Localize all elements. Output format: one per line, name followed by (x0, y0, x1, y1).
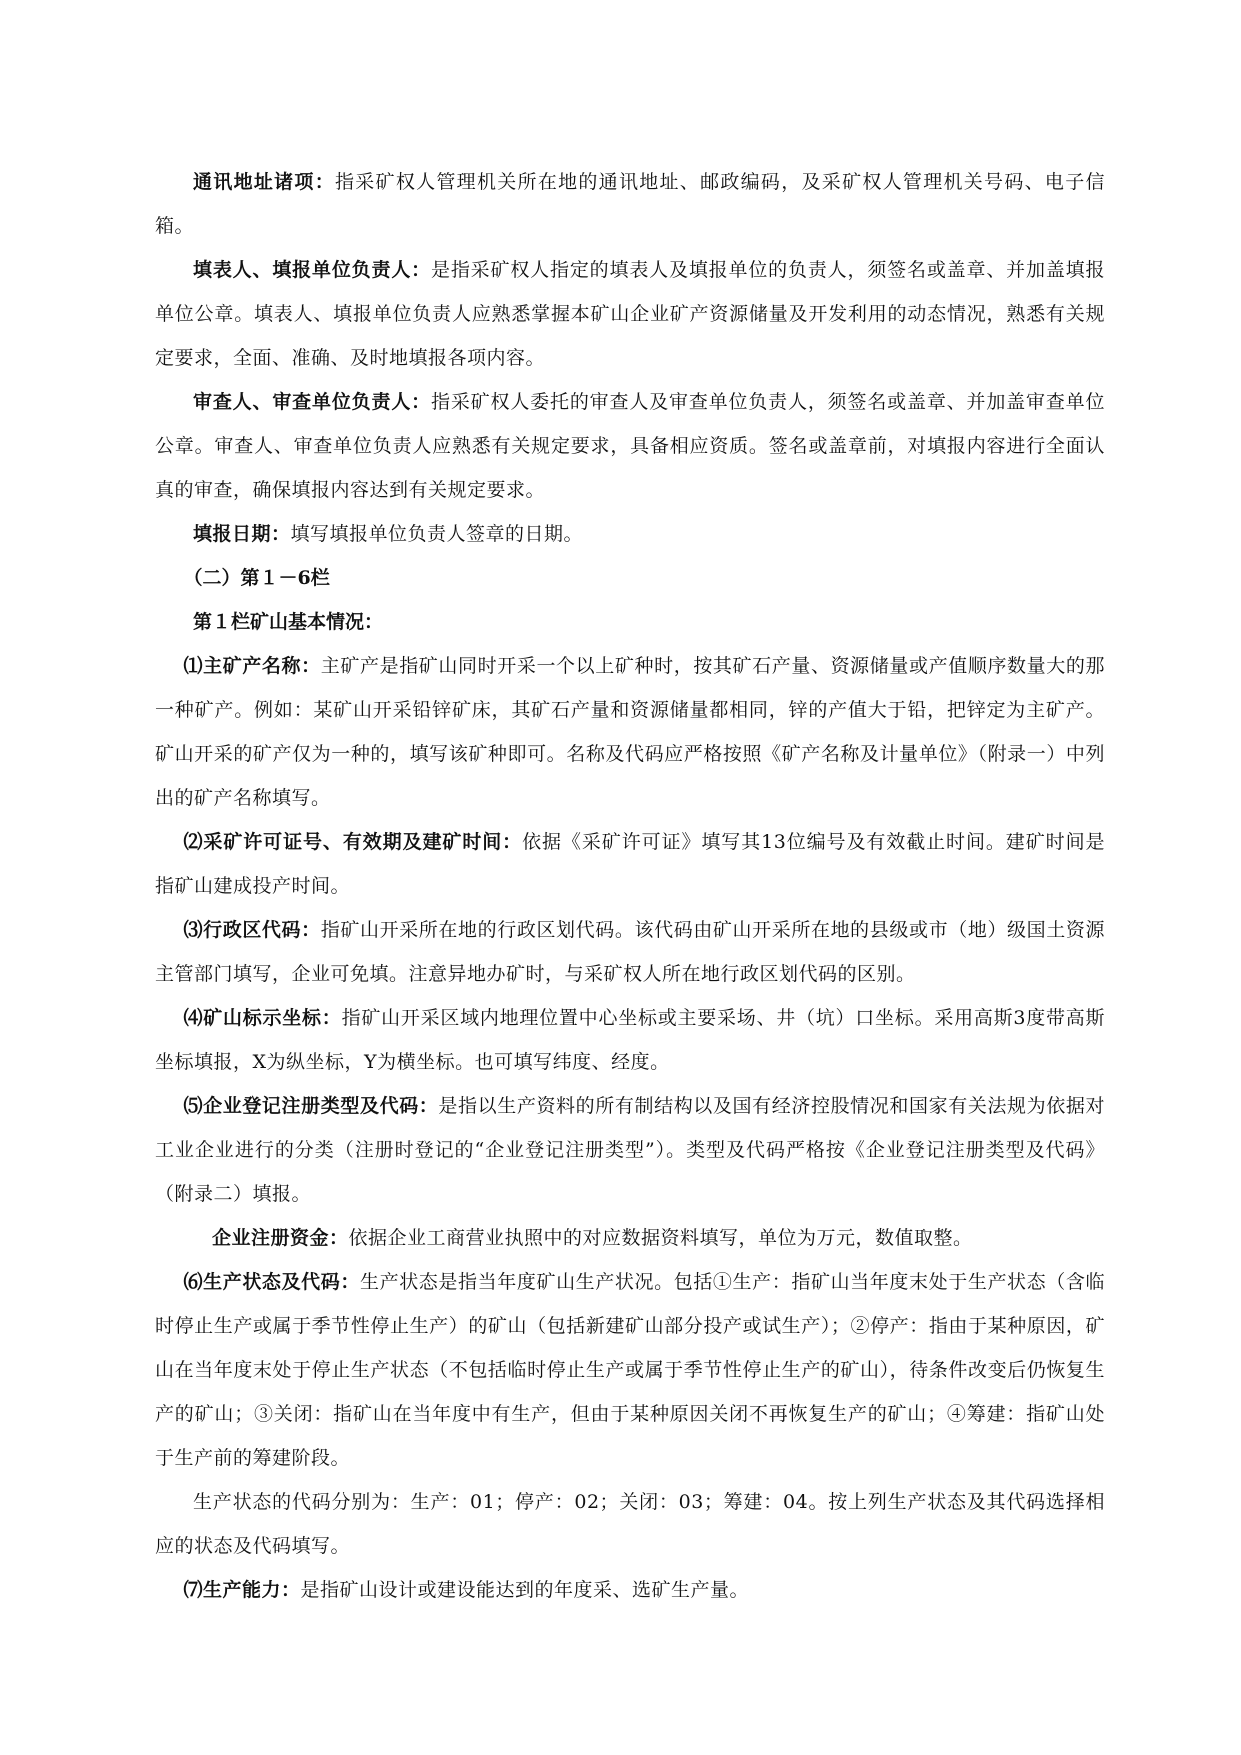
item-production-capacity (155, 1568, 1105, 1612)
item-text: 主矿产是指矿山同时开采一个以上矿种时，按其矿石产量、资源储量或产值顺序数量大的那一种矿产。例如：某矿山开采铅锌矿床，其矿石产量和资源储量都相同，锌的产值大于铅，把锌定为主矿产。矿山开采的矿产仅为一种的，填写该矿种即可。名称及代码应严格按照《矿产名称及计量单位》（附录一）中列出的矿产名称填写。 (155, 655, 1105, 809)
paragraph-text: 填写填报单位负责人签章的日期。 (290, 523, 584, 545)
paragraph-address (155, 160, 1105, 248)
item-text: 是指以生产资料的所有制结构以及国有经济控股情况和国家有关法规为依据对工业企业进行的分类（注册时登记的“企业登记注册类型”）。类型及代码严格按《企业登记注册类型及代码》（附录二）填报。 (155, 1095, 1105, 1205)
document-page (155, 160, 1105, 1612)
item-lead: ⑷矿山标示坐标： (183, 1007, 342, 1029)
column-heading: 第１栏矿山基本情况： (193, 611, 384, 633)
item-lead: ⑺生产能力： (183, 1579, 301, 1601)
item-text: 指矿山开采区域内地理位置中心坐标或主要采场、井（坑）口坐标。采用高斯3度带高斯坐标填报，X为纵坐标，Y为横坐标。也可填写纬度、经度。 (155, 1007, 1105, 1073)
item-lead: ⑵采矿许可证号、有效期及建矿时间： (183, 831, 523, 853)
paragraph-text: 依据企业工商营业执照中的对应数据资料填写，单位为万元，数值取整。 (348, 1227, 973, 1249)
item-license (155, 820, 1105, 908)
item-coordinates (155, 996, 1105, 1084)
item-lead: ⑸企业登记注册类型及代码： (183, 1095, 439, 1117)
section-heading: （二）第１－6栏 (183, 567, 330, 589)
item-lead: ⑹生产状态及代码： (183, 1271, 360, 1293)
paragraph-lead: 通讯地址诸项： (193, 171, 335, 193)
paragraph-lead: 企业注册资金： (212, 1227, 349, 1249)
paragraph-filler (155, 248, 1105, 380)
paragraph-text: 指采矿权人管理机关所在地的通讯地址、邮政编码，及采矿权人管理机关号码、电子信箱。 (155, 171, 1105, 237)
paragraph-reviewer (155, 380, 1105, 512)
paragraph-lead: 填表人、填报单位负责人： (193, 259, 431, 281)
item-region-code (155, 908, 1105, 996)
item-text: 是指矿山设计或建设能达到的年度采、选矿生产量。 (300, 1579, 750, 1601)
item-text: 指矿山开采所在地的行政区划代码。该代码由矿山开采所在地的县级或市（地）级国土资源主管部门填写，企业可免填。注意异地办矿时，与采矿权人所在地行政区划代码的区别。 (155, 919, 1105, 985)
item-production-status (155, 1260, 1105, 1480)
paragraph-date (155, 512, 1105, 556)
item-lead: ⑶行政区代码： (183, 919, 321, 941)
paragraph-lead: 填报日期： (193, 523, 291, 545)
item-main-mineral (155, 644, 1105, 820)
paragraph-text: 是指采矿权人指定的填表人及填报单位的负责人，须签名或盖章、并加盖填报单位公章。填表人、填报单位负责人应熟悉掌握本矿山企业矿产资源储量及开发利用的动态情况，熟悉有关规定要求，全面、准确、及时地填报各项内容。 (155, 259, 1105, 369)
item-registration-type (155, 1084, 1105, 1216)
paragraph-lead: 审查人、审查单位负责人： (193, 391, 431, 413)
item-lead: ⑴主矿产名称： (183, 655, 321, 677)
paragraph-text: 指采矿权人委托的审查人及审查单位负责人，须签名或盖章、并加盖审查单位公章。审查人、审查单位负责人应熟悉有关规定要求，具备相应资质。签名或盖章前，对填报内容进行全面认真的审查，确保填报内容达到有关规定要求。 (155, 391, 1105, 501)
paragraph-registered-capital (155, 1216, 1105, 1260)
paragraph-status-codes: 生产状态的代码分别为：生产：01；停产：02；关闭：03；筹建：04。按上列生产状态及其代码选择相应的状态及代码填写。 (155, 1491, 1105, 1557)
item-text: 生产状态是指当年度矿山生产状况。包括①生产：指矿山当年度末处于生产状态（含临时停止生产或属于季节性停止生产）的矿山（包括新建矿山部分投产或试生产）；②停产：指由于某种原因，矿山在当年度末处于停止生产状态（不包括临时停止生产或属于季节性停止生产的矿山），待条件改变后仍恢复生产的矿山；③关闭：指矿山在当年度中有生产，但由于某种原因关闭不再恢复生产的矿山；④筹建：指矿山处于生产前的筹建阶段。 (155, 1271, 1105, 1469)
item-text: 依据《采矿许可证》填写其13位编号及有效截止时间。建矿时间是指矿山建成投产时间。 (155, 831, 1105, 897)
